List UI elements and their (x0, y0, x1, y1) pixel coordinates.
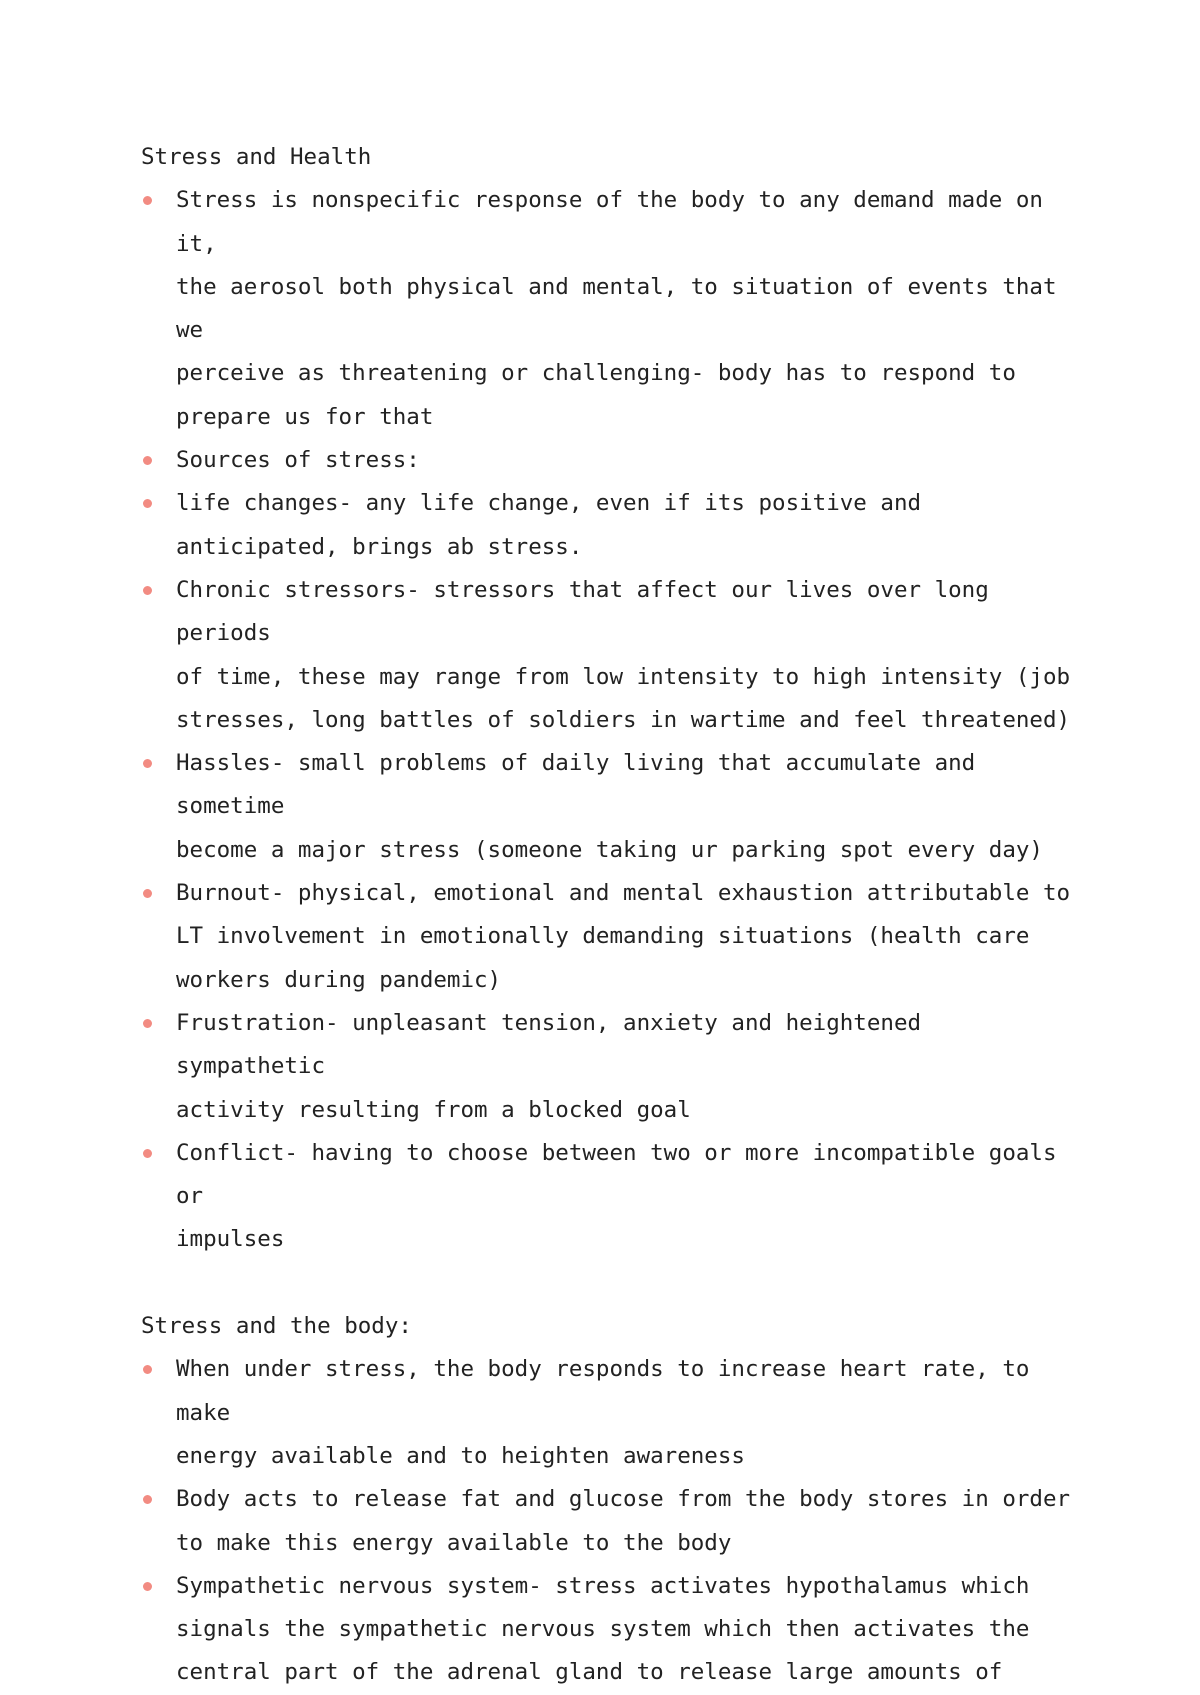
list-item (141, 179, 1071, 439)
list-item-text: Frustration- unpleasant tension, anxiety and heightened sympathetic activity resulting from a blocked goal (176, 1009, 922, 1123)
bullet-dot-icon (143, 1019, 152, 1028)
bullet-dot-icon (143, 889, 152, 898)
list-item-text: Chronic stressors- stressors that affect our lives over long periods of time, these may range from low intensity to high intensity (job stresses, long battles of soldiers in wartime and feel threatened) (176, 576, 1071, 733)
list-item (141, 872, 1071, 1002)
bullet-dot-icon (143, 1365, 152, 1374)
list-item-text: Stress is nonspecific response of the body to any demand made on it, the aerosol both physical and mental, to situation of events that we perceive as threatening or challenging- body has to respond to prepare us for that (176, 187, 1057, 430)
section-spacer (141, 1262, 1071, 1305)
list-item (141, 1348, 1071, 1478)
section-heading-stress-and-the-body: Stress and the body: (141, 1313, 412, 1340)
list-item-text: Sources of stress: (176, 447, 420, 474)
list-item (141, 1132, 1071, 1262)
list-item-text: Conflict- having to choose between two or more incompatible goals or impulses (176, 1139, 1057, 1253)
list-item (141, 1002, 1071, 1132)
bullet-list-stress-and-the-body (141, 1348, 1071, 1694)
bullet-dot-icon (143, 586, 152, 595)
list-item-text: Hassles- small problems of daily living that accumulate and sometime become a major stress (someone taking ur parking spot every day) (176, 750, 1043, 863)
bullet-dot-icon (143, 196, 152, 205)
list-item (141, 1565, 1071, 1695)
bullet-dot-icon (143, 759, 152, 768)
list-item-text: life changes- any life change, even if its positive and anticipated, brings ab stress. (176, 490, 922, 560)
list-item (141, 569, 1071, 742)
list-item-text: Sympathetic nervous system- stress activates hypothalamus which signals the sympathetic nervous system which then activates the central part of the adrenal gland to release large amounts of (176, 1572, 1030, 1686)
list-item (141, 439, 1071, 482)
list-item-text: When under stress, the body responds to increase heart rate, to make energy available and to heighten awareness (176, 1356, 1030, 1469)
bullet-dot-icon (143, 1495, 152, 1504)
bullet-dot-icon (143, 1149, 152, 1158)
list-item-text: Body acts to release fat and glucose from the body stores in order to make this energy available to the body (176, 1486, 1071, 1556)
list-item (141, 482, 1071, 569)
bullet-dot-icon (143, 456, 152, 465)
bullet-dot-icon (143, 499, 152, 508)
list-item (141, 742, 1071, 872)
list-item-text: Burnout- physical, emotional and mental exhaustion attributable to LT involvement in emotionally demanding situations (health care workers during pandemic) (176, 880, 1071, 993)
document-body (141, 136, 1071, 1695)
bullet-dot-icon (143, 1582, 152, 1591)
section-heading-stress-and-health: Stress and Health (141, 144, 372, 170)
bullet-list-stress-and-health (141, 179, 1071, 1261)
list-item (141, 1478, 1071, 1565)
